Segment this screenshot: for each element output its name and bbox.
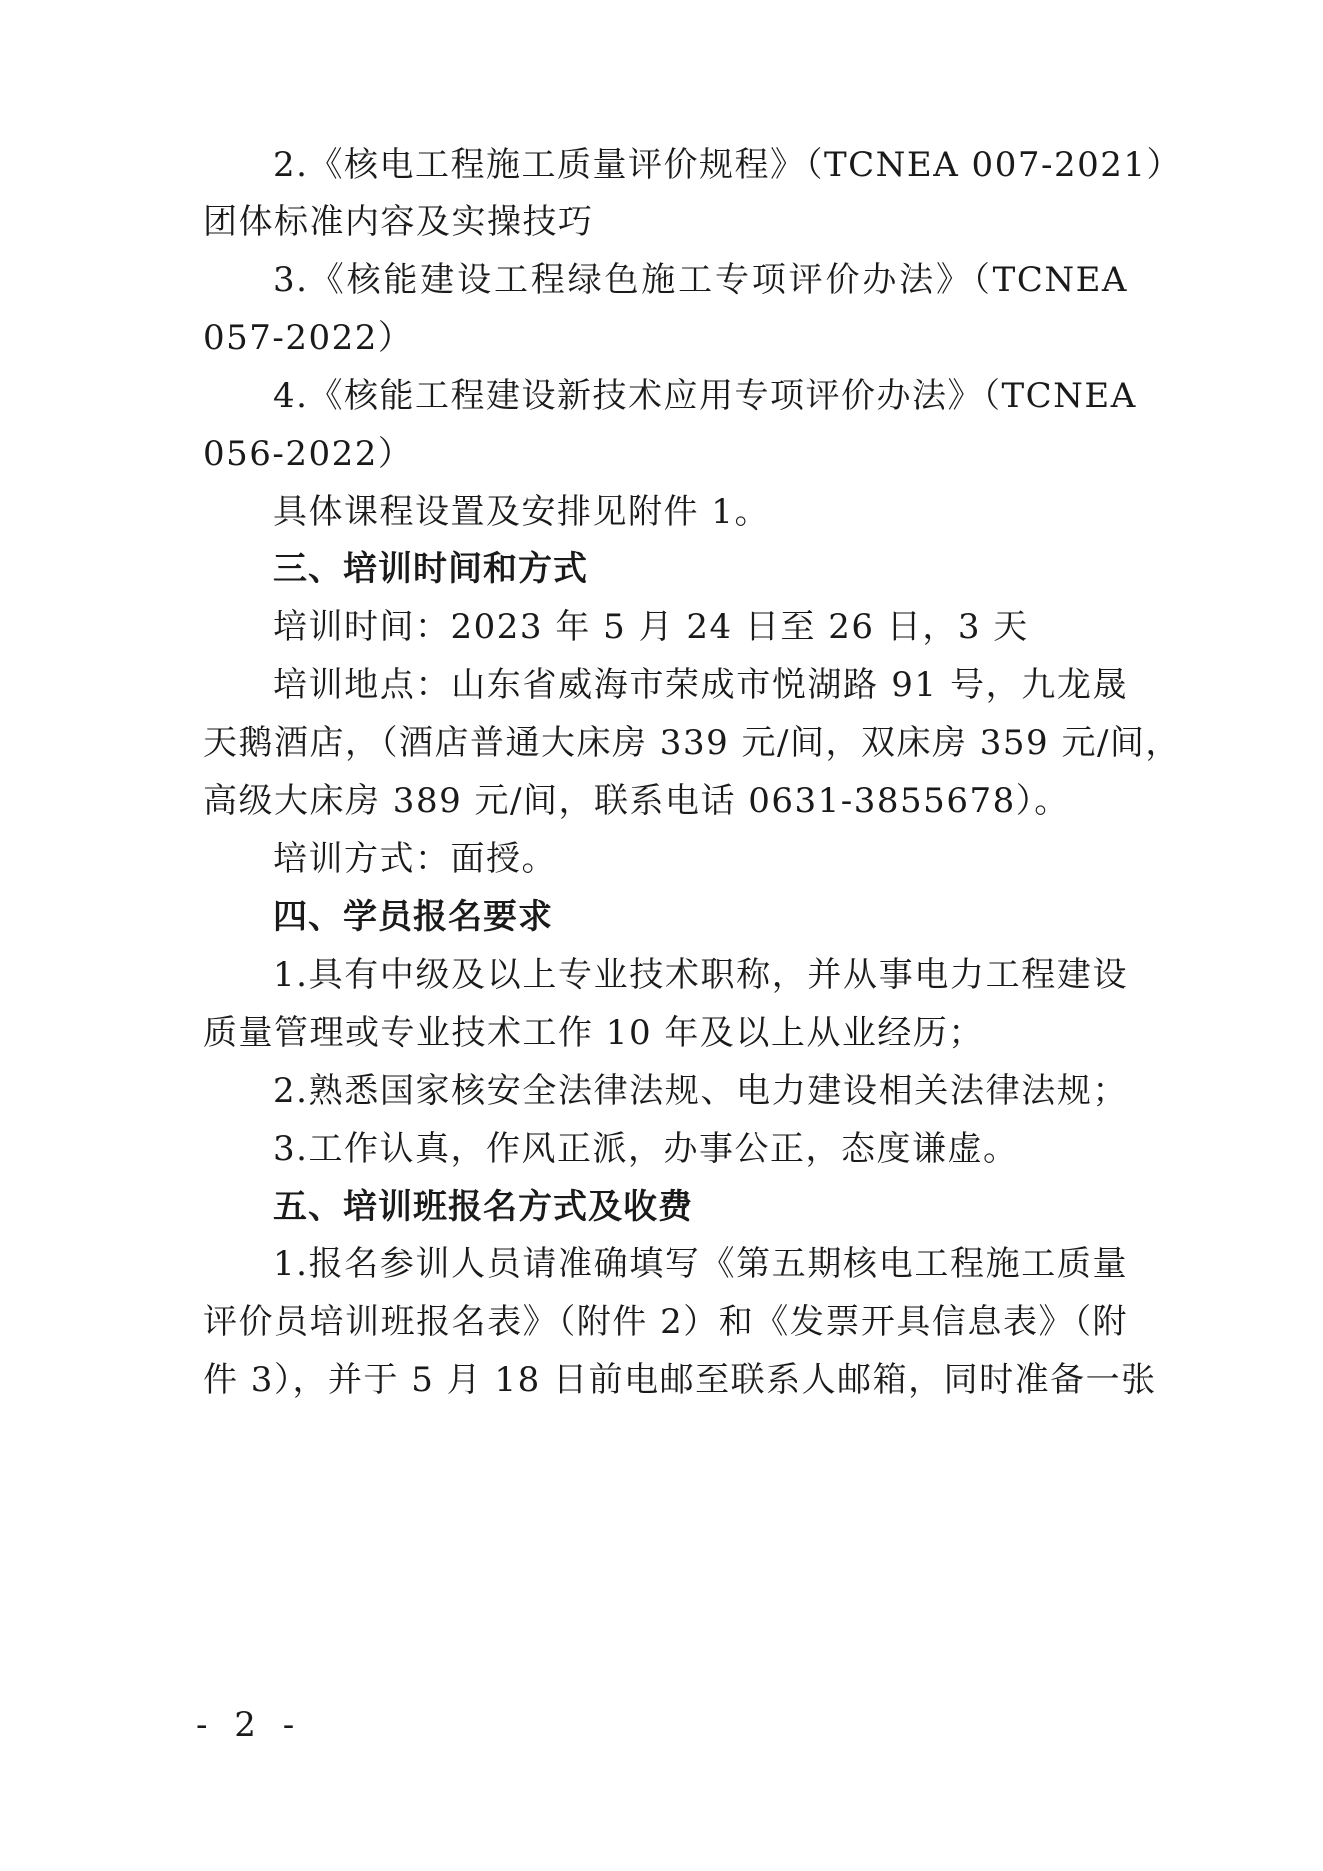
body-text-line: 2.熟悉国家核安全法律法规、电力建设相关法律法规； xyxy=(273,1071,1128,1111)
body-text-line: 培训时间：2023 年 5 月 24 日至 26 日，3 天 xyxy=(273,607,1029,647)
body-text-line: 质量管理或专业技术工作 10 年及以上从业经历； xyxy=(203,1013,984,1053)
body-text-line: 高级大床房 389 元/间，联系电话 0631-3855678）。 xyxy=(203,781,1070,821)
body-text-line: 天鹅酒店，（酒店普通大床房 339 元/间，双床房 359 元/间， xyxy=(203,723,1181,763)
body-text-line: 具体课程设置及安排见附件 1。 xyxy=(273,492,770,532)
section-heading: 五、培训班报名方式及收费 xyxy=(273,1187,693,1227)
body-text-line: 件 3），并于 5 月 18 日前电邮至联系人邮箱，同时准备一张 xyxy=(203,1360,1157,1400)
body-text-line: 3.《核能建设工程绿色施工专项评价办法》（TCNEA xyxy=(273,260,1128,300)
page-number: - 2 - xyxy=(196,1705,303,1745)
body-text-line: 056-2022） xyxy=(203,434,414,474)
body-text-line: 4.《核能工程建设新技术应用专项评价办法》（TCNEA xyxy=(273,376,1137,416)
body-text-line: 1.具有中级及以上专业技术职称，并从事电力工程建设 xyxy=(273,955,1128,995)
body-text-line: 3.工作认真，作风正派，办事公正，态度谦虚。 xyxy=(273,1129,1019,1169)
body-text-line: 057-2022） xyxy=(203,318,414,358)
body-text-line: 培训方式：面授。 xyxy=(273,839,557,879)
body-text-line: 2.《核电工程施工质量评价规程》（TCNEA 007-2021） xyxy=(273,145,1182,185)
section-heading: 三、培训时间和方式 xyxy=(273,549,588,589)
section-heading: 四、学员报名要求 xyxy=(273,897,553,937)
body-text-line: 1.报名参训人员请准确填写《第五期核电工程施工质量 xyxy=(273,1244,1128,1284)
body-text-line: 评价员培训班报名表》（附件 2）和《发票开具信息表》（附 xyxy=(203,1302,1128,1342)
body-text-line: 培训地点：山东省威海市荣成市悦湖路 91 号，九龙晟 xyxy=(273,665,1128,705)
body-text-line: 团体标准内容及实操技巧 xyxy=(203,202,594,242)
